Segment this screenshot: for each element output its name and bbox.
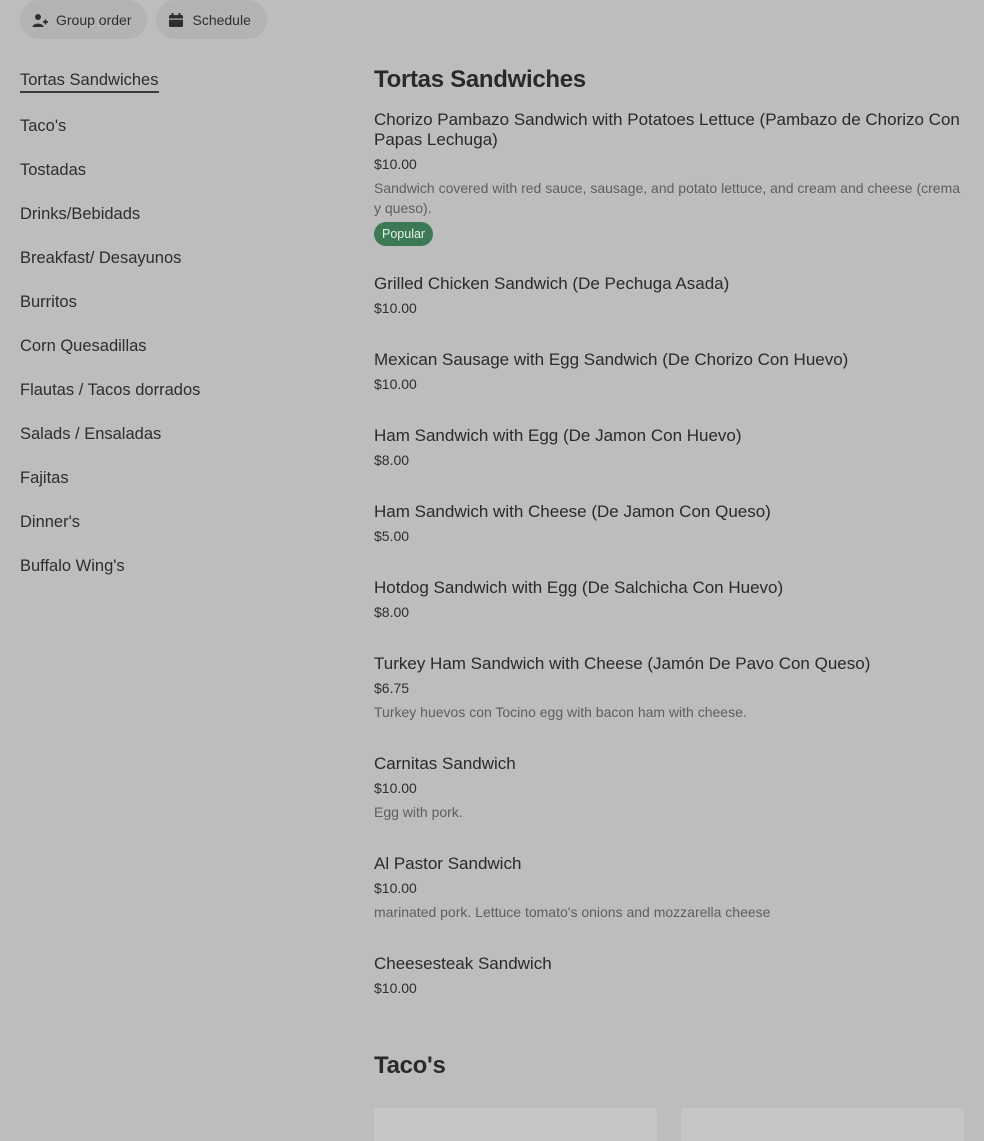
menu-item[interactable] <box>374 954 964 998</box>
item-name: Carnitas Sandwich <box>374 754 516 773</box>
category-corn-quesadillas[interactable] <box>20 324 340 368</box>
item-name: Chorizo Pambazo Sandwich with Potatoes Lettuce (Pambazo de Chorizo Con Papas Lechuga) <box>374 110 960 149</box>
category-label: Taco's <box>20 116 67 135</box>
category-label: Buffalo Wing's <box>20 556 125 575</box>
menu-item[interactable] <box>374 754 964 822</box>
item-price: $8.00 <box>374 452 410 468</box>
item-description: Turkey huevos con Tocino egg with bacon ham with cheese. <box>374 704 747 720</box>
category-fajitas[interactable] <box>20 456 340 500</box>
item-name: Ham Sandwich with Cheese (De Jamon Con Queso) <box>374 502 771 521</box>
item-price: $10.00 <box>374 780 417 796</box>
group-order-label: Group order <box>56 11 132 28</box>
category-nav <box>20 60 340 588</box>
category-label: Dinner's <box>20 512 81 531</box>
menu-item[interactable] <box>374 578 964 622</box>
category-dinners[interactable] <box>20 500 340 544</box>
add-person-icon <box>32 12 48 28</box>
category-label: Tortas Sandwiches <box>20 71 159 93</box>
item-price: $10.00 <box>374 300 417 316</box>
item-name: Grilled Chicken Sandwich (De Pechuga Asada) <box>374 274 730 293</box>
category-label: Breakfast/ Desayunos <box>20 248 182 267</box>
category-tostadas[interactable] <box>20 148 340 192</box>
item-name: Al Pastor Sandwich <box>374 854 522 873</box>
order-actions <box>20 0 267 39</box>
item-price: $10.00 <box>374 376 417 392</box>
item-description: marinated pork. Lettuce tomato's onions and mozzarella cheese <box>374 904 771 920</box>
menu-item[interactable] <box>374 654 964 722</box>
category-drinks[interactable] <box>20 192 340 236</box>
item-price: $6.75 <box>374 680 410 696</box>
category-label: Salads / Ensaladas <box>20 424 162 443</box>
item-price: $5.00 <box>374 528 410 544</box>
category-tortas-sandwiches[interactable] <box>20 60 340 104</box>
group-order-button[interactable] <box>20 0 147 39</box>
category-label: Burritos <box>20 292 77 311</box>
popular-badge: Popular <box>374 222 433 246</box>
menu-item[interactable] <box>374 426 964 470</box>
item-name: Ham Sandwich with Egg (De Jamon Con Huevo) <box>374 426 742 445</box>
item-image[interactable] <box>681 1108 964 1141</box>
category-label: Flautas / Tacos dorrados <box>20 380 201 399</box>
item-name: Hotdog Sandwich with Egg (De Salchicha Con Huevo) <box>374 578 784 597</box>
item-price: $10.00 <box>374 880 417 896</box>
item-description: Sandwich covered with red sauce, sausage, and potato lettuce, and cream and cheese (crema y queso). <box>374 180 961 216</box>
section-title: Tortas Sandwiches <box>374 66 586 93</box>
category-buffalo-wings[interactable] <box>20 544 340 588</box>
menu-item[interactable] <box>374 274 964 318</box>
category-label: Tostadas <box>20 160 87 179</box>
category-tacos[interactable] <box>20 104 340 148</box>
item-image[interactable] <box>374 1108 657 1141</box>
item-price: $10.00 <box>374 156 417 172</box>
item-name: Mexican Sausage with Egg Sandwich (De Chorizo Con Huevo) <box>374 350 849 369</box>
item-description: Egg with pork. <box>374 804 463 820</box>
item-price: $10.00 <box>374 980 417 996</box>
category-breakfast[interactable] <box>20 236 340 280</box>
menu-item[interactable] <box>374 502 964 546</box>
item-name: Cheesesteak Sandwich <box>374 954 552 973</box>
menu-item[interactable] <box>374 110 964 246</box>
schedule-label: Schedule <box>192 11 251 28</box>
section-title: Taco's <box>374 1052 446 1079</box>
category-label: Drinks/Bebidads <box>20 204 141 223</box>
category-flautas[interactable] <box>20 368 340 412</box>
category-label: Fajitas <box>20 468 69 487</box>
category-burritos[interactable] <box>20 280 340 324</box>
category-label: Corn Quesadillas <box>20 336 147 355</box>
schedule-button[interactable] <box>156 0 266 39</box>
category-salads[interactable] <box>20 412 340 456</box>
menu-list <box>374 60 964 1086</box>
item-price: $8.00 <box>374 604 410 620</box>
menu-item[interactable] <box>374 350 964 394</box>
menu-item[interactable] <box>374 854 964 922</box>
item-name: Turkey Ham Sandwich with Cheese (Jamón De Pavo Con Queso) <box>374 654 871 673</box>
calendar-icon <box>168 12 184 28</box>
